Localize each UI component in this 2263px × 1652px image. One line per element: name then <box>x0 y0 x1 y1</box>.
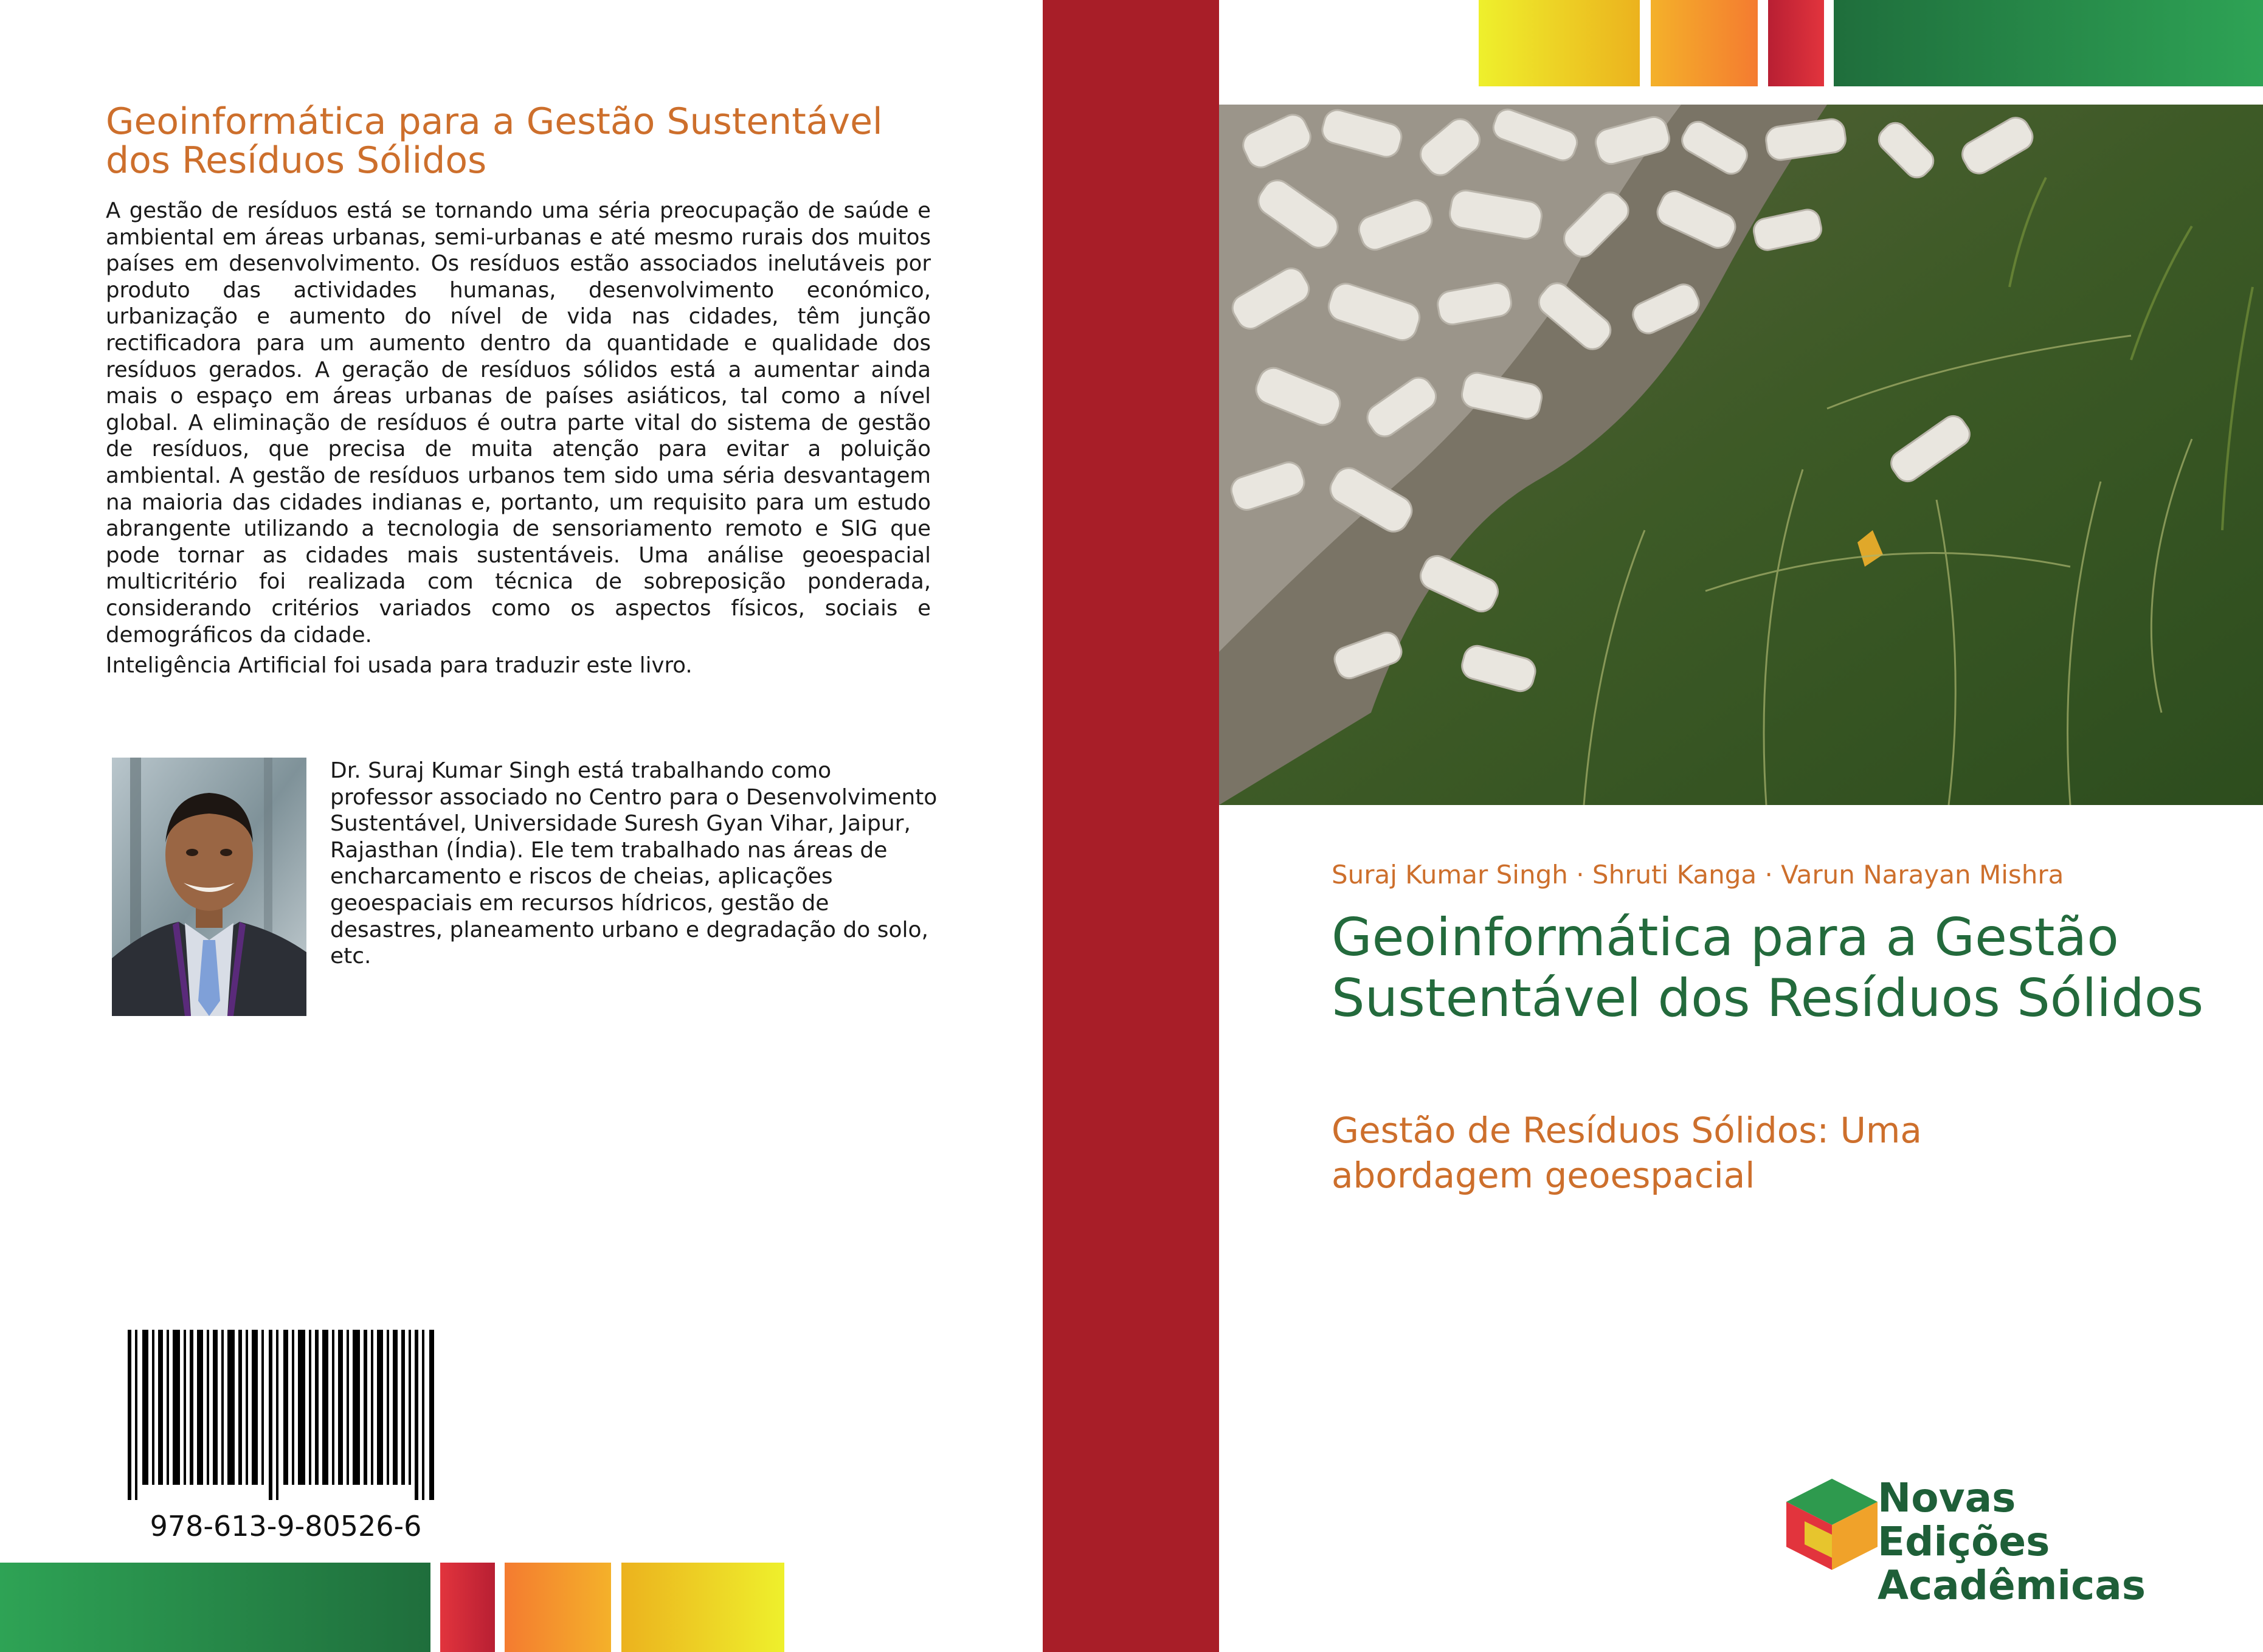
hexagon-cube-logo-icon <box>1780 1479 1884 1570</box>
author-photo <box>112 758 306 1016</box>
color-strip-yellow-top <box>1479 0 1640 86</box>
color-strip-red-top <box>1768 0 1824 86</box>
color-strip-orange <box>505 1563 611 1652</box>
book-spine <box>1043 0 1219 1652</box>
publisher-name-line2: Acadêmicas <box>1878 1562 2146 1609</box>
translation-note: Inteligência Artificial foi usada para traduzir este livro. <box>106 653 693 678</box>
back-cover-synopsis <box>106 198 931 648</box>
front-cover-title: Geoinformática para a Gestão Sustentável dos Resíduos Sólidos <box>1332 907 2204 1029</box>
author-bio: Dr. Suraj Kumar Singh está trabalhando como professor associado no Centro para o Desenvolvimento Sustentável, Universidade Suresh Gyan Vihar, Jaipur, Rajasthan (Índia). Ele tem trabalhado nas áreas de encharcamento e riscos de cheias, aplicações geoespaciais em recursos hídricos, gestão de desastres, planeamento urbano e degradação do solo, etc. <box>330 758 938 969</box>
color-strip-orange-top <box>1651 0 1758 86</box>
front-cover-authors: Suraj Kumar Singh · Shruti Kanga · Varun Narayan Mishra <box>1332 860 2064 890</box>
front-cover-subtitle: Gestão de Resíduos Sólidos: Uma abordagem geoespacial <box>1332 1110 1922 1196</box>
color-strip-green <box>0 1563 430 1652</box>
back-cover <box>0 0 1043 1652</box>
color-strip-yellow <box>621 1563 784 1652</box>
publisher-name-line1: Novas Edições <box>1878 1474 2050 1565</box>
author-portrait-icon <box>112 758 306 1016</box>
publisher-name <box>1878 1476 2182 1608</box>
isbn-number: 978-613-9-80526-6 <box>150 1510 422 1543</box>
plastic-bottles-on-grass-icon <box>1219 105 2263 805</box>
back-cover-title: Geoinformática para a Gestão Sustentável dos Resíduos Sólidos <box>106 100 883 182</box>
color-strip-green-top <box>1834 0 2263 86</box>
color-strip-red <box>440 1563 495 1652</box>
cover-photo-plastic-waste <box>1219 105 2263 805</box>
isbn-barcode-icon <box>128 1330 444 1500</box>
synopsis-text: A gestão de resíduos está se tornando uma séria preocupação de saúde e ambiental em áreas urbanas, semi-urbanas e até mesmo rurais dos muitos países em desenvolvimento. Os resíduos estão associados inelutáveis por produto das actividades humanas, desenvolvimento económico, urbanização e aumento do nível de vida nas cidades, têm junção rectificadora para um aumento dentro da quantidade e qualidade dos resíduos gerados. A geração de resíduos sólidos está a aumentar ainda mais o espaço em áreas urbanas de países asiáticos, tal como a nível global. A eliminação de resíduos é outra parte vital do sistema de gestão de resíduos, que precisa de muita atenção para evitar a poluição ambiental. A gestão de resíduos urbanos tem sido uma séria desvantagem na maioria das cidades indianas e, portanto, um requisito para um estudo abrangente utilizando a tecnologia de sensoriamento remoto e SIG que pode tornar as cidades mais sustentáveis. Uma análise geoespacial multicritério foi realizada com técnica de sobreposição ponderada, considerando critérios variados como os aspectos físicos, sociais e demográficos da cidade. <box>106 198 931 648</box>
